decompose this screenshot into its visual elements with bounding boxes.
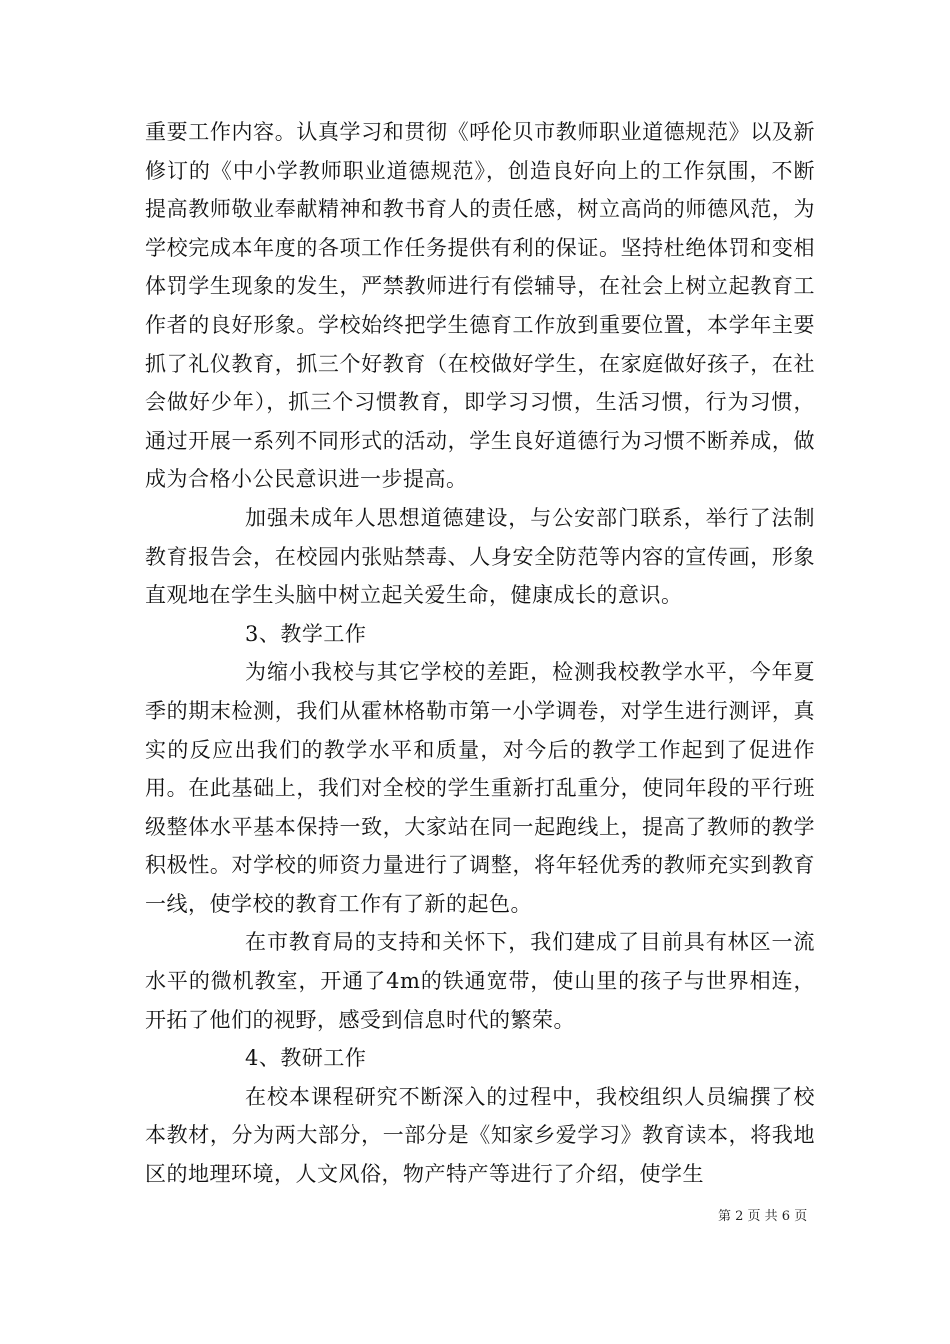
document-body bbox=[145, 113, 815, 1194]
page-number: 第 2 页 共 6 页 bbox=[718, 1209, 808, 1224]
paragraph-computer-room: 在市教育局的支持和关怀下，我们建成了目前具有林区一流水平的微机教室，开通了4m的铁通宽带，使山里的孩子与世界相连，开拓了他们的视野，感受到信息时代的繁荣。 bbox=[145, 930, 815, 1032]
paragraph-moral-education: 重要工作内容。认真学习和贯彻《呼伦贝市教师职业道德规范》以及新修订的《中小学教师职业道德规范》，创造良好向上的工作氛围，不断提高教师敬业奉献精神和教书育人的责任感，树立高尚的师德风范，为学校完成本年度的各项工作任务提供有利的保证。坚持杜绝体罚和变相体罚学生现象的发生，严禁教师进行有偿辅导，在社会上树立起教育工作者的良好形象。学校始终把学生德育工作放到重要位置，本学年主要抓了礼仪教育，抓三个好教育（在校做好学生，在家庭做好孩子，在社会做好少年），抓三个习惯教育，即学习习惯，生活习惯，行为习惯，通过开展一系列不同形式的活动，学生良好道德行为习惯不断养成，做成为合格小公民意识进一步提高。 bbox=[145, 120, 815, 492]
paragraph-teaching-quality: 为缩小我校与其它学校的差距，检测我校教学水平，今年夏季的期末检测，我们从霍林格勒市第一小学调卷，对学生进行测评，真实的反应出我们的教学水平和质量，对今后的教学工作起到了促进作用。在此基础上，我们对全校的学生重新打乱重分，使同年段的平行班级整体水平基本保持一致，大家站在同一起跑线上，提高了教师的教学积极性。对学校的师资力量进行了调整，将年轻优秀的教师充实到教育一线，使学校的教育工作有了新的起色。 bbox=[145, 660, 815, 916]
paragraph-legal-education: 加强未成年人思想道德建设，与公安部门联系，举行了法制教育报告会，在校园内张贴禁毒、人身安全防范等内容的宣传画，形象直观地在学生头脑中树立起关爱生命，健康成长的意识。 bbox=[145, 505, 815, 608]
section-heading-teaching: 3、教学工作 bbox=[245, 621, 367, 646]
section-heading-research: 4、教研工作 bbox=[245, 1046, 367, 1071]
paragraph-school-curriculum: 在校本课程研究不断深入的过程中，我校组织人员编撰了校本教材，分为两大部分，一部分是《知家乡爱学习》教育读本，将我地区的地理环境，人文风俗，物产特产等进行了介绍，使学生 bbox=[145, 1084, 815, 1187]
